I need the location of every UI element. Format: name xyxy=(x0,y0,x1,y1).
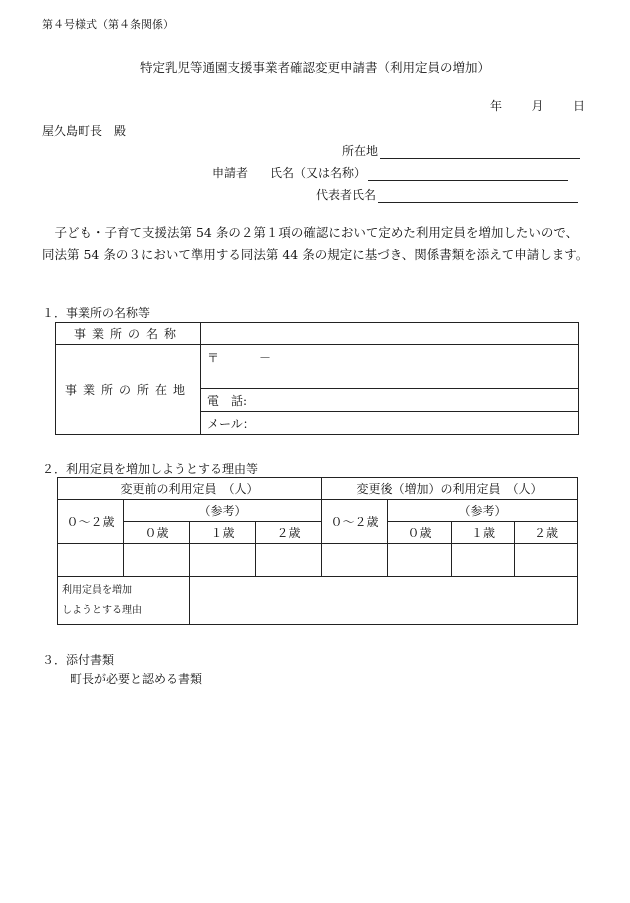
postal-mark: 〒 xyxy=(207,350,220,365)
facility-name-label: 事業所の名称 xyxy=(56,323,201,345)
after-input-0-2[interactable] xyxy=(322,544,388,577)
date-month: 月 xyxy=(531,99,544,113)
reason-label-line2: しようとする理由 xyxy=(62,604,142,616)
address-label: 所在地 xyxy=(342,144,379,158)
section3-heading: ３．添付書類 xyxy=(42,653,115,667)
section2-heading: ２．利用定員を増加しようとする理由等 xyxy=(42,462,259,476)
date-year: 年 xyxy=(490,99,503,113)
before-col-age2: ２歳 xyxy=(256,522,322,544)
applicant-address-row xyxy=(342,142,580,159)
postal-field[interactable] xyxy=(201,345,579,389)
before-input-age1[interactable] xyxy=(190,544,256,577)
before-capacity-header: 変更前の利用定員 （人） xyxy=(58,478,322,500)
after-capacity-header: 変更後（増加）の利用定員 （人） xyxy=(322,478,578,500)
after-reference-header: （参考） xyxy=(388,500,578,522)
phone-label: 電 話: xyxy=(207,393,248,408)
mail-field[interactable] xyxy=(201,412,579,435)
representative-row xyxy=(316,186,578,203)
date-day: 日 xyxy=(572,99,585,113)
applicant-name-row xyxy=(212,164,568,181)
facility-name-field[interactable] xyxy=(201,323,579,345)
before-reference-header: （参考） xyxy=(124,500,322,522)
after-col-0-2: ０～２歳 xyxy=(322,500,388,544)
facility-info-table xyxy=(55,322,579,435)
representative-field[interactable] xyxy=(378,188,578,203)
attachment-item: 町長が必要と認める書類 xyxy=(70,672,203,686)
before-col-0-2: ０～２歳 xyxy=(58,500,124,544)
reason-label xyxy=(58,577,190,625)
representative-label: 代表者氏名 xyxy=(316,188,377,202)
before-col-age1: １歳 xyxy=(190,522,256,544)
postal-dash: － xyxy=(259,350,272,365)
after-input-age1[interactable] xyxy=(452,544,515,577)
form-number: 第４号様式（第４条関係） xyxy=(42,18,174,31)
date-line xyxy=(490,97,585,114)
addressee: 屋久島町長 殿 xyxy=(42,124,127,138)
mail-label: メール： xyxy=(207,416,255,431)
after-input-age2[interactable] xyxy=(515,544,578,577)
applicant-label: 申請者 xyxy=(212,166,249,180)
after-col-age2: ２歳 xyxy=(515,522,578,544)
document-title: 特定乳児等通園支援事業者確認変更申請書（利用定員の増加） xyxy=(139,60,490,75)
address-field[interactable] xyxy=(380,144,580,159)
application-body-text: 子ども・子育て支援法第 54 条の２第１項の確認において定めた利用定員を増加したいので、同法第 54 条の３において準用する同法第 44 条の規定に基づき、関係書類を添えて申請します。 xyxy=(42,225,589,262)
after-input-age0[interactable] xyxy=(388,544,452,577)
capacity-table xyxy=(57,477,578,625)
reason-label-line1: 利用定員を増加 xyxy=(62,584,132,596)
before-col-age0: ０歳 xyxy=(124,522,190,544)
name-label: 氏名（又は名称） xyxy=(270,166,367,180)
before-input-0-2[interactable] xyxy=(58,544,124,577)
facility-location-label: 事業所の所在地 xyxy=(56,345,201,435)
reason-field[interactable] xyxy=(190,577,578,625)
section1-heading: １．事業所の名称等 xyxy=(42,306,151,320)
name-field[interactable] xyxy=(368,166,568,181)
after-col-age0: ０歳 xyxy=(388,522,452,544)
after-col-age1: １歳 xyxy=(452,522,515,544)
before-input-age0[interactable] xyxy=(124,544,190,577)
before-input-age2[interactable] xyxy=(256,544,322,577)
phone-field[interactable] xyxy=(201,389,579,412)
